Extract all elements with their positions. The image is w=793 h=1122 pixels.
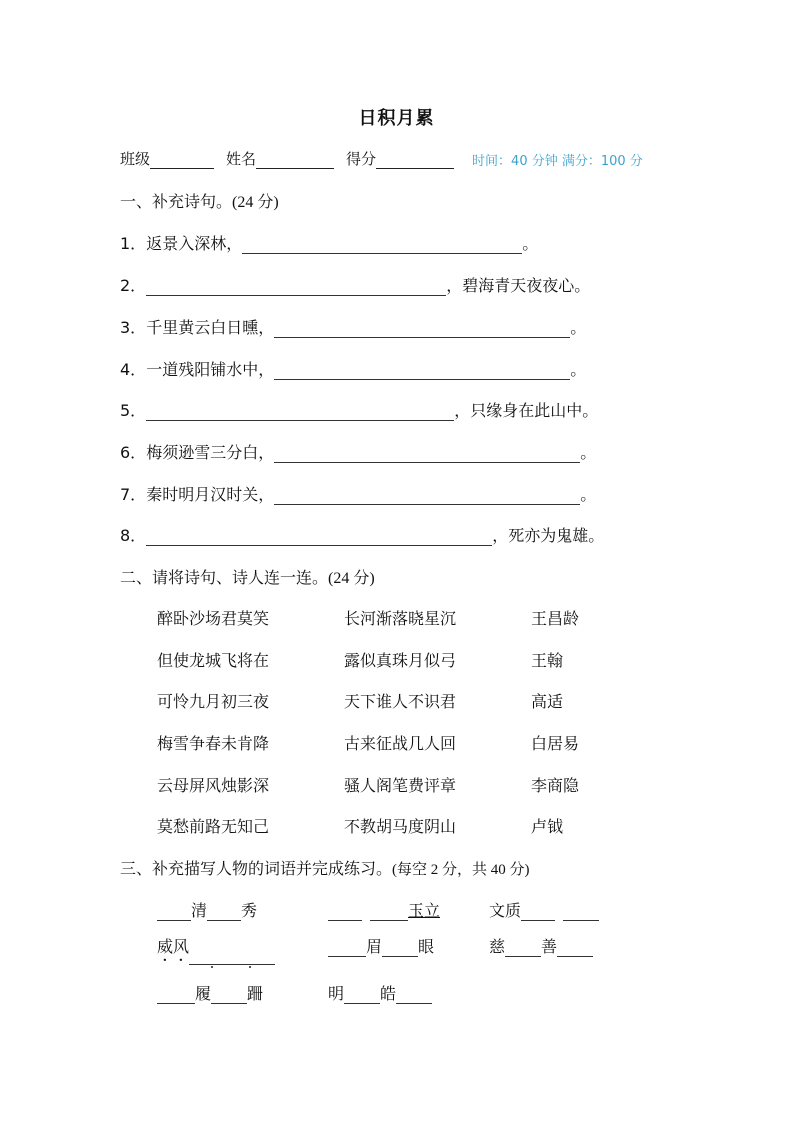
answer-blank[interactable] [157,986,195,1004]
word-char: 跚 [247,984,264,1003]
match-col-b-3[interactable]: 天下谁人不识君 [344,692,457,711]
answer-blank[interactable] [328,903,362,921]
emphasis-dot [249,966,251,968]
answer-blank[interactable] [211,986,247,1004]
match-poet-6[interactable]: 卢钺 [531,817,564,836]
section-1-title: 一、补充诗句。 [120,192,233,211]
question-5 [120,398,598,421]
class-label: 班级 [120,150,151,168]
word-char: 玉立 [408,901,441,920]
question-number: 2． [120,276,147,295]
word-1 [157,898,257,921]
word-3 [489,898,599,921]
word-6 [489,934,593,957]
answer-blank[interactable] [274,487,580,505]
question-text: 秦时明月汉时关， [146,485,275,504]
answer-blank[interactable] [521,903,555,921]
name-label: 姓名 [226,150,257,168]
question-3 [120,315,586,338]
question-text: 一道残阳铺水中， [146,360,275,379]
section-2-title: 二、请将诗句、诗人连一连。 [120,568,329,587]
section-3-title: 三、补充描写人物的词语并完成练习。 [120,859,393,878]
word-char: 威风 [157,937,190,956]
question-text-end: 。 [570,360,587,379]
match-col-b-1[interactable]: 长河渐落晓星沉 [344,609,457,628]
match-col-a-6[interactable]: 莫愁前路无知己 [157,817,270,836]
match-col-a-4[interactable]: 梅雪争春未肯降 [157,734,270,753]
match-poet-2[interactable]: 王翰 [531,651,564,670]
section-3-heading [120,856,530,879]
section-2-heading [120,565,375,588]
question-text-end: ，碧海青天夜夜心。 [446,276,591,295]
word-2 [328,898,440,921]
section-2-score: (24 分) [328,570,375,587]
name-field[interactable] [256,152,334,169]
section-1-score: (24 分) [232,194,279,211]
word-5 [328,934,434,957]
match-col-b-4[interactable]: 古来征战几人回 [344,734,457,753]
match-poet-1[interactable]: 王昌龄 [531,609,580,628]
answer-blank[interactable] [382,939,418,957]
answer-blank[interactable] [328,939,366,957]
word-char: 明 [328,984,345,1003]
answer-blank[interactable] [242,236,522,254]
word-char: 眼 [418,937,435,956]
match-col-b-6[interactable]: 不教胡马度阴山 [344,817,457,836]
word-char: 履 [195,984,212,1003]
match-col-a-3[interactable]: 可怜九月初三夜 [157,692,270,711]
question-number: 8． [120,526,147,545]
question-text-end: 。 [522,234,539,253]
answer-blank[interactable] [146,403,454,421]
section-1-heading [120,189,279,212]
question-6 [120,440,596,463]
match-poet-5[interactable]: 李商隐 [531,776,580,795]
question-number: 7． [120,485,147,504]
answer-blank[interactable] [505,939,541,957]
question-text-end: 。 [580,443,597,462]
answer-blank[interactable] [146,528,492,546]
question-number: 1． [120,234,147,253]
answer-blank[interactable] [189,947,275,965]
answer-blank[interactable] [396,986,432,1004]
match-col-b-2[interactable]: 露似真珠月似弓 [344,651,457,670]
match-col-a-1[interactable]: 醉卧沙场君莫笑 [157,609,270,628]
emphasis-dot [211,966,213,968]
class-field[interactable] [150,152,214,169]
word-char: 文质 [489,901,522,920]
page-title: 日积月累 [358,108,435,129]
word-char: 慈 [489,937,506,956]
student-info-row [120,148,643,169]
question-8 [120,523,604,546]
question-text-end: ，死亦为鬼雄。 [492,526,605,545]
question-7 [120,482,596,505]
word-char: 皓 [380,984,397,1003]
match-col-a-5[interactable]: 云母屏风烛影深 [157,776,270,795]
score-field[interactable] [376,152,454,169]
question-number: 3． [120,318,147,337]
question-text-end: 。 [580,485,597,504]
question-text: 梅须逊雪三分白， [146,443,275,462]
answer-blank[interactable] [563,903,599,921]
word-4 [157,934,275,965]
exam-meta: 时间：40 分钟 满分：100 分 [472,154,643,169]
question-text-end: ，只缘身在此山中。 [454,401,599,420]
answer-blank[interactable] [344,986,380,1004]
answer-blank[interactable] [274,362,570,380]
answer-blank[interactable] [370,903,408,921]
word-char: 清 [191,901,208,920]
word-char: 秀 [241,901,258,920]
question-4 [120,357,586,380]
question-number: 6． [120,443,147,462]
word-char: 善 [541,937,558,956]
answer-blank[interactable] [274,320,570,338]
answer-blank[interactable] [557,939,593,957]
answer-blank[interactable] [207,903,241,921]
section-3-score: (每空 2 分，共 40 分) [392,862,530,878]
score-label: 得分 [346,150,377,168]
answer-blank[interactable] [274,445,580,463]
match-col-a-2[interactable]: 但使龙城飞将在 [157,651,270,670]
answer-blank[interactable] [157,903,191,921]
answer-blank[interactable] [146,278,446,296]
word-7 [157,981,263,1004]
match-col-b-5[interactable]: 骚人阁笔费评章 [344,776,457,795]
word-8 [328,981,432,1004]
match-poet-3[interactable]: 高适 [531,692,564,711]
question-text: 返景入深林， [146,234,243,253]
question-text-end: 。 [570,318,587,337]
question-2 [120,273,590,296]
question-number: 5． [120,401,147,420]
word-char: 眉 [366,937,383,956]
question-1 [120,231,538,254]
question-number: 4． [120,360,147,379]
question-text: 千里黄云白日曛， [146,318,275,337]
match-poet-4[interactable]: 白居易 [531,734,580,753]
